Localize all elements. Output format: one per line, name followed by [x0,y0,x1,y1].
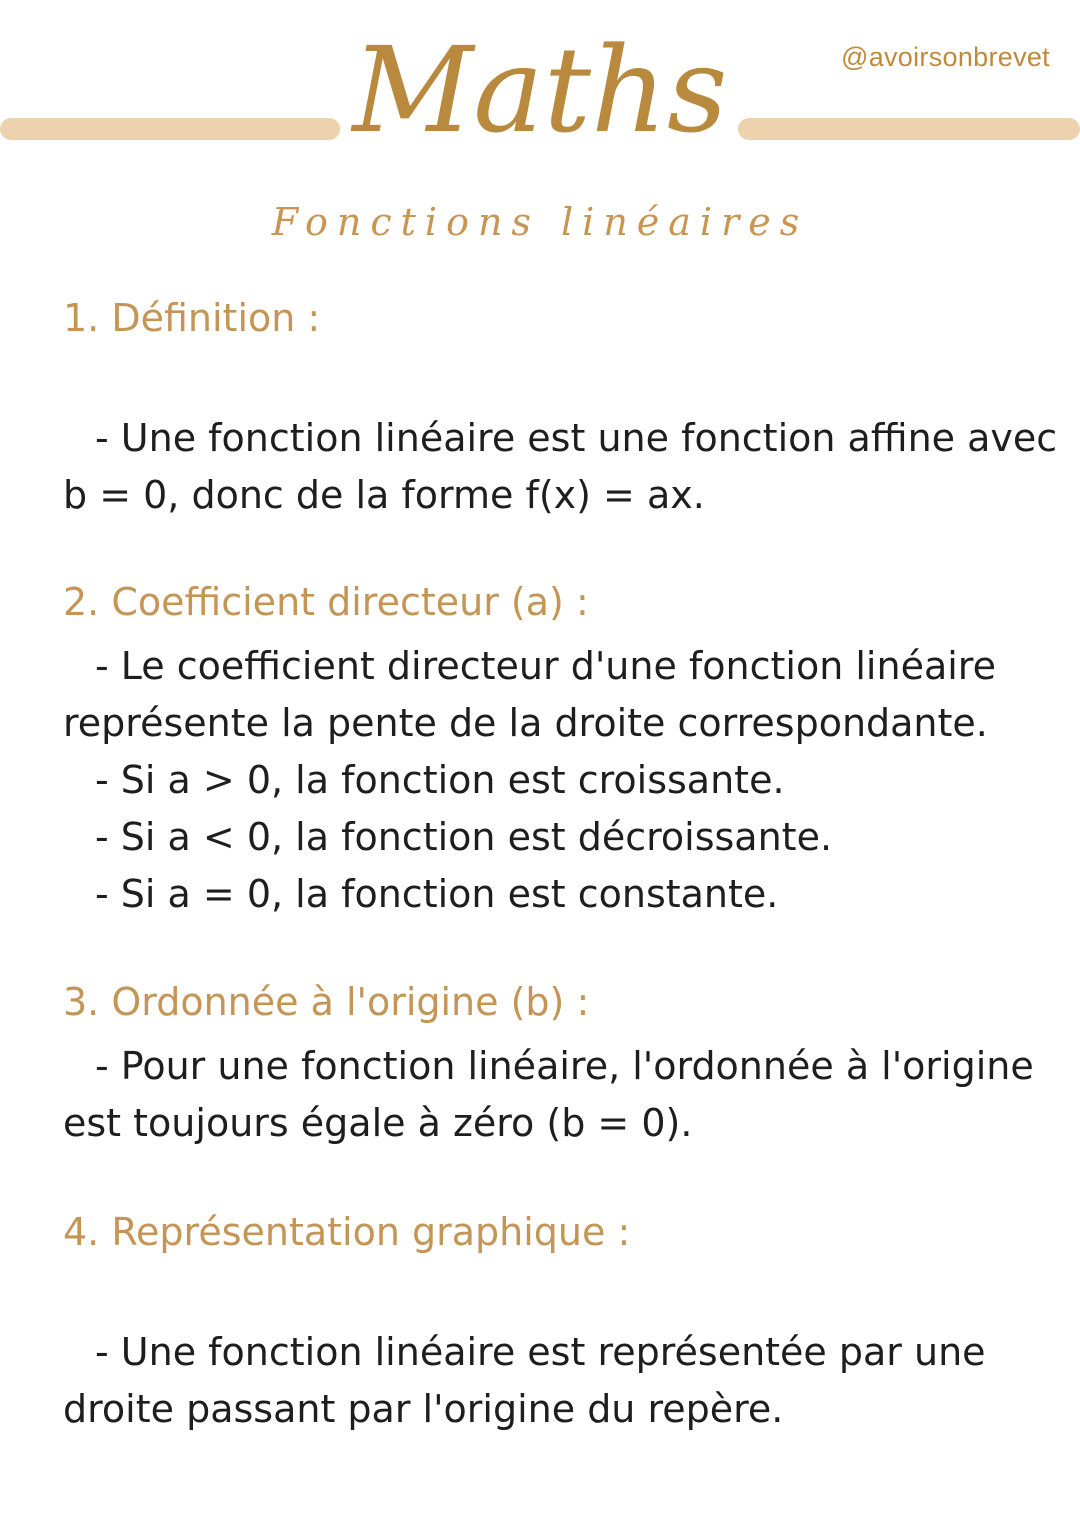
section-body-definition [63,410,1058,524]
title-rule-right [738,118,1080,140]
author-handle: @avoirsonbrevet [840,42,1050,72]
page-title: Maths [352,21,728,159]
text-line: droite passant par l'origine du repère. [63,1387,784,1431]
text-line: - Si a < 0, la fonction est décroissante. [95,815,833,859]
text-line: - Une fonction linéaire est une fonction affine avec [95,416,1058,460]
section-body-ordonnee [63,1038,1043,1152]
text-line: - Une fonction linéaire est représentée par une [95,1330,986,1374]
page-subtitle: Fonctions linéaires [271,200,809,244]
section-heading-definition: 1. Définition : [63,296,321,340]
title-rule-left [0,118,340,140]
text-line: est toujours égale à zéro (b = 0). [63,1101,693,1145]
text-line: - Si a = 0, la fonction est constante. [95,872,779,916]
text-line: représente la pente de la droite correspondante. [63,701,988,745]
section-heading-coefficient: 2. Coefficient directeur (a) : [63,580,589,624]
section-body-coefficient [63,638,1043,923]
text-line: b = 0, donc de la forme f(x) = ax. [63,473,705,517]
section-heading-ordonnee: 3. Ordonnée à l'origine (b) : [63,980,590,1024]
section-heading-representation: 4. Représentation graphique : [63,1210,631,1254]
section-body-representation [63,1324,1043,1438]
text-line: - Le coefficient directeur d'une fonction linéaire [95,644,996,688]
text-line: - Pour une fonction linéaire, l'ordonnée à l'origine [95,1044,1034,1088]
text-line: - Si a > 0, la fonction est croissante. [95,758,785,802]
